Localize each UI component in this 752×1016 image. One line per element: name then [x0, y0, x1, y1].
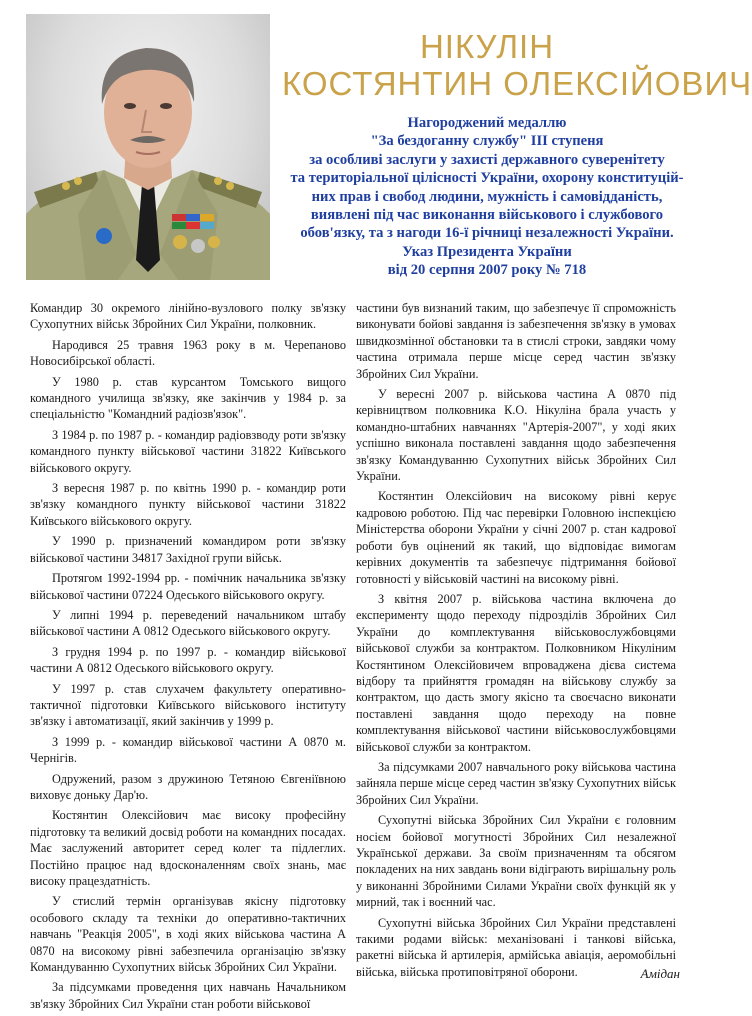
- right-text-column: [356, 300, 676, 984]
- name-line-given: КОСТЯНТИН ОЛЕКСІЙОВИЧ: [282, 65, 752, 102]
- paragraph: Командир 30 окремого лінійно-вузлового полку зв'язку Сухопутних військ Збройних Сил України, полковник.: [30, 301, 346, 332]
- paragraph: Костянтин Олексійович має високу професійну підготовку та великий досвід роботи на командних посадах. Має заслужений авторитет серед колег та підлеглих. Постійно працює над вдосконаленням своїх знань, має високу працездатність.: [30, 808, 346, 888]
- award-line: "За бездоганну службу" ІІІ ступеня: [370, 133, 604, 150]
- paragraph: У 1997 р. став слухачем факультету оперативно-тактичної підготовки Київського військового інституту зв'язку і автоматизації, який закінчив у 1999 р.: [30, 681, 346, 729]
- paragraph: У стислий термін організував якісну підготовку особового складу та техніки до оперативно-тактичних навчань "Реакція 2005", в ході яких військова частина А 0870 на високому рівні забезпечила організацію зв'язку Командуванню Сухопутних військ Збройних Сил України.: [30, 894, 346, 975]
- name-line-surname: НІКУЛІН: [419, 28, 555, 65]
- paragraph: Сухопутні війська Збройних Сил України представлені такими родами військ: механізовані і танкові війська, ракетні війська й артилерія, армійська авіація, аеромобільні війська, війська протиповітряної оборони.: [356, 915, 676, 979]
- award-line: виявлені під час виконання військового і службового: [310, 207, 664, 224]
- paragraph: Народився 25 травня 1963 року в м. Черепаново Новосибірської області.: [30, 337, 346, 369]
- paragraph: Сухопутні війська Збройних Сил України є головним носієм бойової могутності Збройних Сил незалежної Української держави. За своїм призначенням та обсягом покладених на них завдань вони відіграють вирішальну роль у виконанні Збройними Силами України своїх функцій як у мирний, так і воєнний час.: [356, 813, 676, 910]
- paragraph: За підсумками проведення цих навчань Начальником зв'язку Збройних Сил України стан роботи військової: [30, 980, 346, 1011]
- paragraph: У 1990 р. призначений командиром роти зв'язку військової частини 34817 Західної групи військ.: [30, 534, 346, 565]
- author-signature: Амідан: [640, 966, 680, 981]
- paragraph: З 1984 р. по 1987 р. - командир радіовзводу роти зв'язку командного пункту військової частини 31822 Київського військового округу.: [30, 427, 346, 475]
- award-statement: [282, 114, 692, 280]
- paragraph: З грудня 1994 р. по 1997 р. - командир військової частини А 0812 Одеського військового округу.: [30, 644, 346, 676]
- officer-portrait-image: [26, 14, 270, 280]
- paragraph: За підсумками 2007 навчального року військова частина зайняла перше місце серед частин зв'язку Сухопутних військ Збройних Сил України.: [356, 759, 676, 807]
- portrait-photo: [26, 14, 270, 280]
- paragraph: У 1980 р. став курсантом Томського вищого командного училища зв'язку, яке закінчив у 1984 р. за спеціальністю "Командний радіозв'язок".: [30, 374, 346, 422]
- paragraph: З квітня 2007 р. військова частина включена до експерименту щодо переходу підрозділів Збройних Сил України до комплектування військовослужбовцями військової служби за контрактом. Полковником Нікуліним Костянтином Олексійовичем впроваджена дієва система відбору та прийняття громадян на військову службу за контрактом, що дасть змогу якісно та своєчасно виконати поставлені завдання щодо переходу на повне комплектування військової частини військовослужбовцями військової служби за контрактом.: [356, 591, 676, 754]
- award-line: за особливі заслуги у захисті державного суверенітету: [309, 151, 665, 168]
- award-line: них прав і свобод людини, мужність і самовідданість,: [311, 188, 663, 205]
- paragraph: Протягом 1992-1994 рр. - помічник начальника зв'язку військової частини 07224 Одеського військового округу.: [30, 571, 346, 602]
- left-text-column: [30, 300, 346, 1016]
- award-line: обов'язку, та з нагоди 16-ї річниці незалежності України.: [300, 225, 674, 242]
- paragraph: У вересні 2007 р. військова частина А 0870 під керівництвом полковника К.О. Нікуліна брала участь у командно-штабних навчаннях "Артерія-2007", у ході яких успішно виконала поставлені завдання щодо забезпечення зв'язку Командуванню Сухопутних військ Збройних Сил України.: [356, 387, 676, 484]
- paragraph: У липні 1994 р. переведений начальником штабу військової частини А 0812 Одеського військового округу.: [30, 607, 346, 639]
- award-line: від 20 серпня 2007 року № 718: [387, 262, 587, 279]
- paragraph: Одружений, разом з дружиною Тетяною Євгеніївною виховує доньку Дар'ю.: [30, 771, 346, 802]
- paragraph: З 1999 р. - командир військової частини А 0870 м. Чернігів.: [30, 734, 346, 766]
- paragraph: Костянтин Олексійович на високому рівні керує кадровою роботою. Під час перевірки Головною інспекцією Міністерства оборони України у січні 2007 р. стан кадрової роботи був оцінений як такий, що відповідає вимогам керівних документів та забезпечує підтримання бойової готовності у військовій частині на високому рівні.: [356, 489, 676, 586]
- award-line: Нагороджений медаллю: [407, 115, 567, 131]
- paragraph: частини був визнаний таким, що забезпечує її спроможність виконувати бойові завдання із забезпечення зв'язку в умовах швидкозмінної обстановки та в стислі строки, завдяки чому частина отримала перше місце серед частин зв'язку Збройних Сил України.: [356, 301, 676, 381]
- award-line: та територіальної цілісності України, охорону конституцій-: [290, 170, 684, 187]
- award-line: Указ Президента України: [402, 243, 572, 260]
- paragraph: З вересня 1987 р. по квітнь 1990 р. - командир роти зв'язку командного пункту військової частини 31822 Київського військового округу.: [30, 481, 346, 528]
- person-name: [282, 28, 752, 102]
